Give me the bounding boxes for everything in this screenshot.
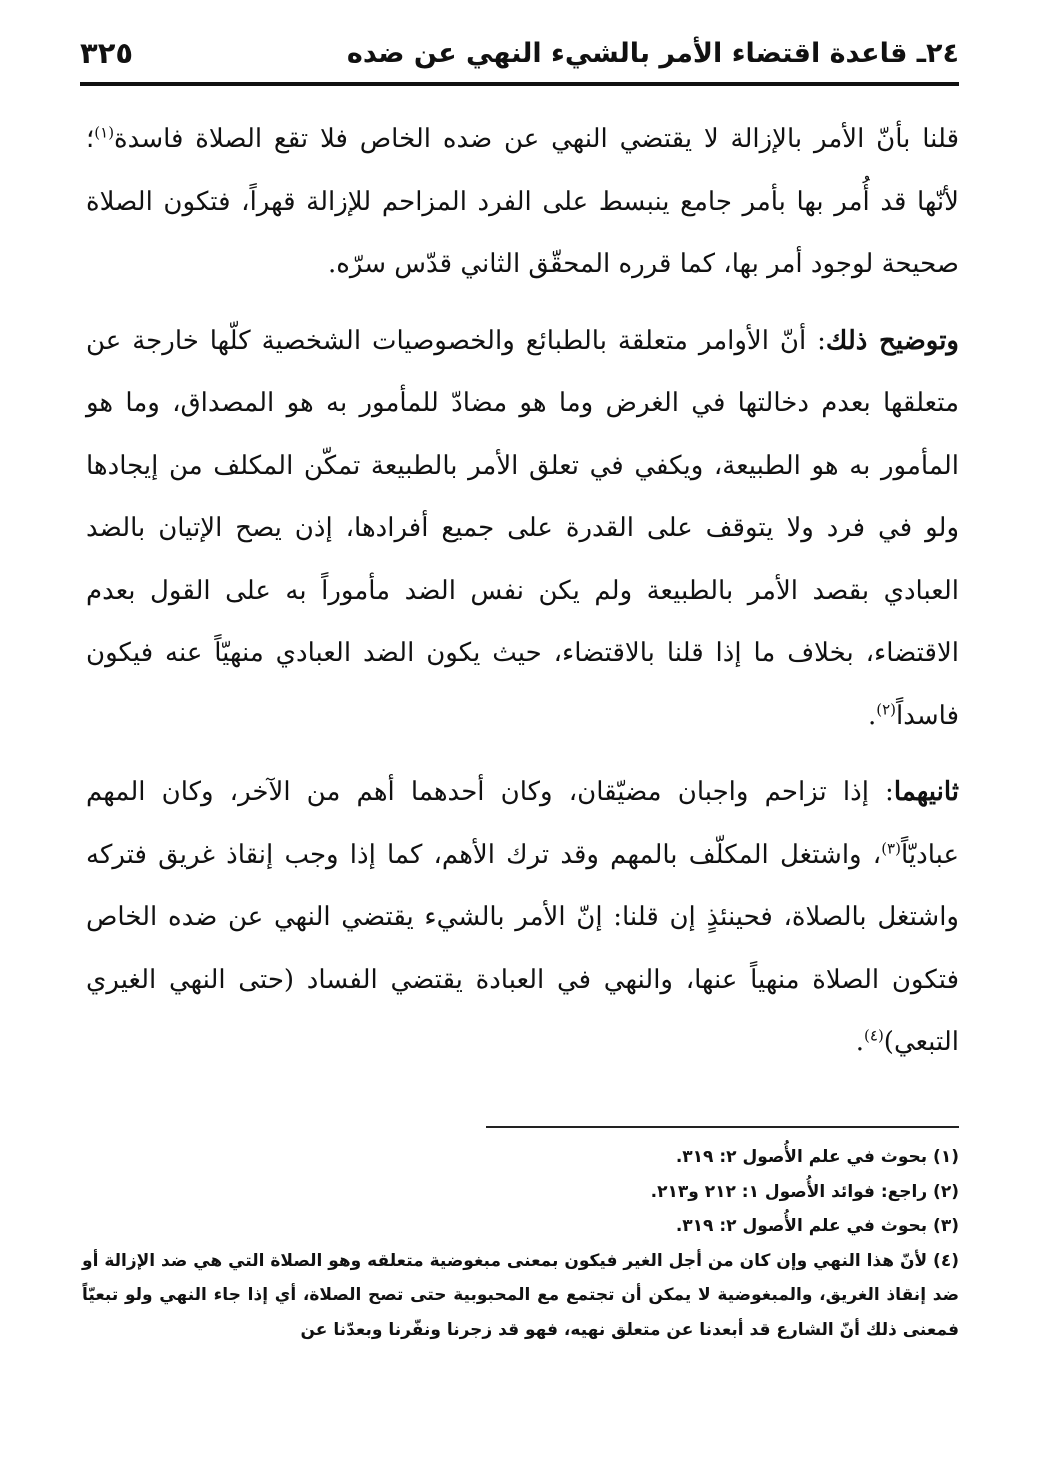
footnote-2: (٢) راجع: فوائد الأُصول ١: ٢١٢ و٢١٣. xyxy=(650,1181,959,1202)
footnote-divider xyxy=(486,1126,959,1128)
paragraph-3-end: . xyxy=(855,1027,865,1057)
paragraph-1 xyxy=(86,108,959,296)
footnote-ref-3[interactable]: (٣) xyxy=(881,838,901,857)
footnote-ref-1[interactable]: (١) xyxy=(94,123,115,142)
footnotes xyxy=(82,1140,959,1347)
main-text xyxy=(86,108,959,1074)
paragraph-3-text-mid: ، واشتغل المكلّف بالمهم وقد ترك الأهم، كما إذا وجب إنقاذ غريق فتركه واشتغل بالصلاة، فحينئذٍ إن قلنا: إنّ الأمر بالشيء يقتضي النهي عن ضده الخاص فتكون الصلاة منهياً عنها، والنهي في العبادة يقتضي الفساد (حتى النهي الغيري التبعي) xyxy=(86,839,959,1057)
header-divider xyxy=(80,82,959,86)
chapter-title: ٢٤ـ قاعدة اقتضاء الأمر بالشيء النهي عن ضده xyxy=(346,37,959,69)
footnote-1: (١) بحوث في علم الأُصول ٢: ٣١٩. xyxy=(675,1147,959,1167)
footnote-ref-2[interactable]: (٢) xyxy=(876,699,896,718)
paragraph-3-text: : إذا تزاحم واجبان مضيّقان، وكان أحدهما أهم من الآخر، وكان المهم عباديّاً xyxy=(86,777,959,870)
paragraph-3 xyxy=(86,761,959,1074)
running-header xyxy=(80,28,959,78)
paragraph-1-text: قلنا بأنّ الأمر بالإزالة لا يقتضي النهي عن ضده الخاص فلا تقع الصلاة فاسدة xyxy=(114,124,959,154)
paragraph-2-lead: وتوضيح ذلك xyxy=(825,325,959,356)
footnote-3: (٣) بحوث في علم الأُصول ٢: ٣١٩. xyxy=(675,1216,959,1236)
page-number: ٣٢٥ xyxy=(80,36,134,70)
paragraph-2-text: : أنّ الأوامر متعلقة بالطبائع والخصوصيات الشخصية كلّها خارجة عن متعلقها بعدم دخالتها في الغرض وما هو مضادّ للمأمور به هو المصداق، وما هو المأمور به هو الطبيعة، ويكفي في تعلق الأمر بالطبيعة تمكّن المكلف من إيجادها ولو في فرد ولا يتوقف على القدرة على جميع أفرادها، إذن يصح الإتيان بالضد العبادي بقصد الأمر بالطبيعة ولم يكن نفس الضد مأموراً به على القول بعدم الاقتضاء، بخلاف ما إذا قلنا بالاقتضاء، حيث يكون الضد العبادي منهيّاً عنه فيكون فاسداً xyxy=(86,325,959,731)
paragraph-1-text-after: ؛ لأنّها قد أُمر بها بأمر جامع ينبسط على الفرد المزاحم للإزالة قهراً، فتكون الصلاة صحيحة لوجود أمر بها، كما قرره المحقّق الثاني قدّس سرّه. xyxy=(86,124,959,279)
footnote-ref-4[interactable]: (٤) xyxy=(864,1026,884,1045)
footnote-4: (٤) لأنّ هذا النهي وإن كان من أجل الغير فيكون بمعنى مبغوضية متعلقه وهو الصلاة التي هي ضد الإزالة أو ضد إنقاذ الغريق، والمبغوضية لا يمكن أن تجتمع مع المحبوبية حتى تصح الصلاة، أي إذا جاء النهي ولو تبعيّاً فمعنى ذلك أنّ الشارع قد أبعدنا عن متعلق نهيه، فهو قد زجرنا ونفّرنا وبعدّنا عن xyxy=(82,1250,959,1340)
paragraph-3-lead: ثانيهما xyxy=(893,777,959,807)
paragraph-2-end: . xyxy=(867,700,877,731)
paragraph-2 xyxy=(86,310,959,748)
